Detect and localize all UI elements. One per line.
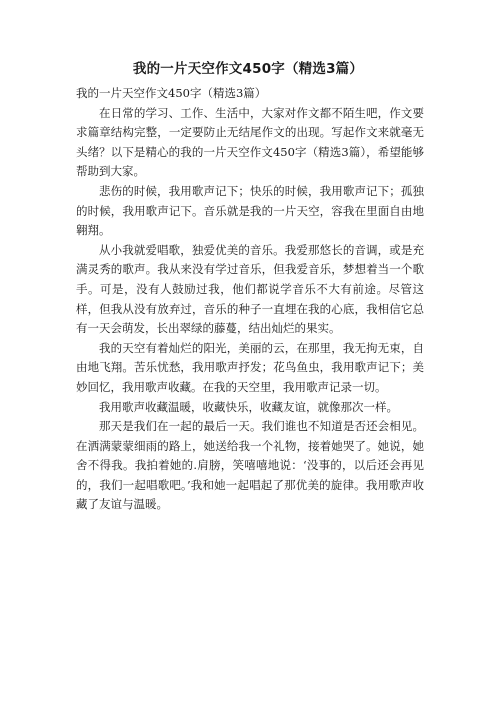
paragraph-3: 从小我就爱唱歌，独爱优美的音乐。我爱那悠长的音调，或是充满灵秀的歌声。我从来没有学过音乐，但我爱音乐，梦想着当一个歌手。可是，没有人鼓励过我，他们都说学音乐不大有前途。尽管这样，但我从没有放弃过，音乐的种子一直埋在我的心底，我相信它总有一天会萌发，长出翠绿的藤蔓，结出灿烂的果实。 [76,242,424,336]
paragraph-5: 我用歌声收藏温暖，收藏快乐，收藏友谊，就像那次一样。 [99,399,398,414]
subtitle-line: 我的一片天空作文450字（精选3篇） [76,86,267,100]
paragraph-2: 悲伤的时候，我用歌声记下；快乐的时候，我用歌声记下；孤独的时候，我用歌声记下。音乐就是我的一片天空，容我在里面自由地翱翔。 [76,183,424,238]
paragraph-6: 那天是我们在一起的最后一天。我们谁也不知道是否还会相见。在洒满蒙蒙细雨的路上，她送给我一个礼物，接着她哭了。她说，她舍不得我。我拍着她的.肩膀，笑嘻嘻地说：‘没事的，以后还会再见的，我们一起唱歌吧。’我和她一起唱起了那优美的旋律。我用歌声收藏了友谊与温暖。 [76,419,424,512]
document-body [76,84,424,515]
paragraph-4: 我的天空有着灿烂的阳光，美丽的云，在那里，我无拘无束，自由地飞翔。苦乐忧愁，我用歌声抒发；花鸟鱼虫，我用歌声记下；美妙回忆，我用歌声收藏。在我的天空里，我用歌声记录一切。 [76,340,424,394]
document-title: 我的一片天空作文450字（精选3篇） [132,61,364,77]
paragraph-intro: 在日常的学习、工作、生活中，大家对作文都不陌生吧，作文要求篇章结构完整，一定要防止无结尾作文的出现。写起作文来就毫无头绪？以下是精心的我的一片天空作文450字（精选3篇），希望能够帮助到大家。 [76,105,424,179]
